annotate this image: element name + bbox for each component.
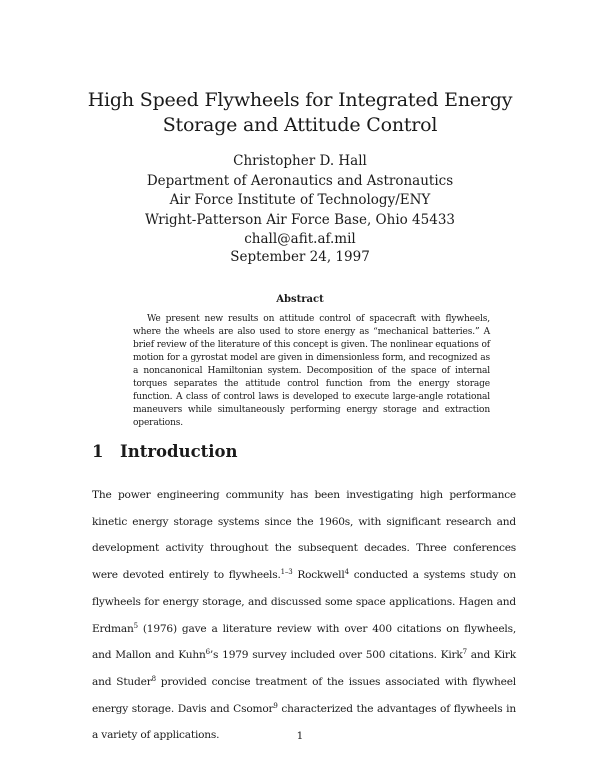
citation-ref: 1–3 — [280, 568, 293, 577]
author-department: Department of Aeronautics and Astronautics — [146, 172, 454, 189]
title-line-2: Storage and Attitude Control — [162, 114, 438, 136]
section-title: Introduction — [120, 442, 238, 461]
paper-date: September 24, 1997 — [230, 249, 370, 265]
author-block — [0, 152, 600, 250]
intro-text: (1976) gave a literature review with over 400 citations on flywheels, and Mallon and Kuhn — [92, 622, 516, 662]
citation-ref: 4 — [344, 568, 349, 577]
paper-title — [0, 88, 600, 138]
introduction-paragraph — [92, 482, 516, 749]
intro-text: and Kirk and Studer — [92, 649, 516, 688]
citation-ref: 8 — [151, 674, 156, 683]
author-email: chall@afit.af.mil — [244, 231, 356, 247]
intro-text: provided concise treatment of the issues associated with flywheel energy storage. Davis and Csomor — [92, 675, 516, 715]
abstract-body: We present new results on attitude control of spacecraft with flywheels, where the wheels are also used to store energy as “mechanical batteries.” A brief review of the literature of this concept is given. The nonlinear equations of motion for a gyrostat model are given in dimensionless form, and recognized as a noncanonical Hamiltonian system. Decomposition of the space of internal torques separates the attitude control function from the energy storage function. A class of control laws is developed to execute large-angle rotational maneuvers while simultaneously performing energy storage and extraction operations. — [133, 314, 490, 428]
citation-ref: 6 — [205, 648, 210, 657]
section-heading — [92, 441, 238, 463]
title-line-1: High Speed Flywheels for Integrated Energy — [87, 89, 513, 111]
citation-ref: 7 — [462, 648, 467, 657]
abstract-heading: Abstract — [276, 294, 324, 305]
author-institute: Air Force Institute of Technology/ENY — [169, 192, 431, 208]
section-number: 1 — [92, 442, 104, 461]
citation-ref: 9 — [273, 701, 278, 710]
author-name: Christopher D. Hall — [233, 153, 367, 169]
author-address: Wright-Patterson Air Force Base, Ohio 45433 — [145, 211, 455, 228]
citation-ref: 5 — [133, 621, 138, 630]
page-number: 1 — [296, 730, 304, 742]
intro-text: The power engineering community has been investigating high performance kinetic energy storage systems since the 1960s, with significant research and development activity throughout the subsequent decades. Three conferences were devoted entirely to flywheels. — [92, 489, 516, 582]
intro-text: Rockwell — [292, 569, 345, 582]
intro-text: characterized the advantages of flywheels in a variety of applications. — [92, 702, 516, 742]
intro-text: conducted a systems study on flywheels for energy storage, and discussed some space applications. Hagen and Erdman — [92, 569, 517, 635]
intro-text: ’s 1979 survey included over 500 citations. Kirk — [209, 649, 463, 662]
